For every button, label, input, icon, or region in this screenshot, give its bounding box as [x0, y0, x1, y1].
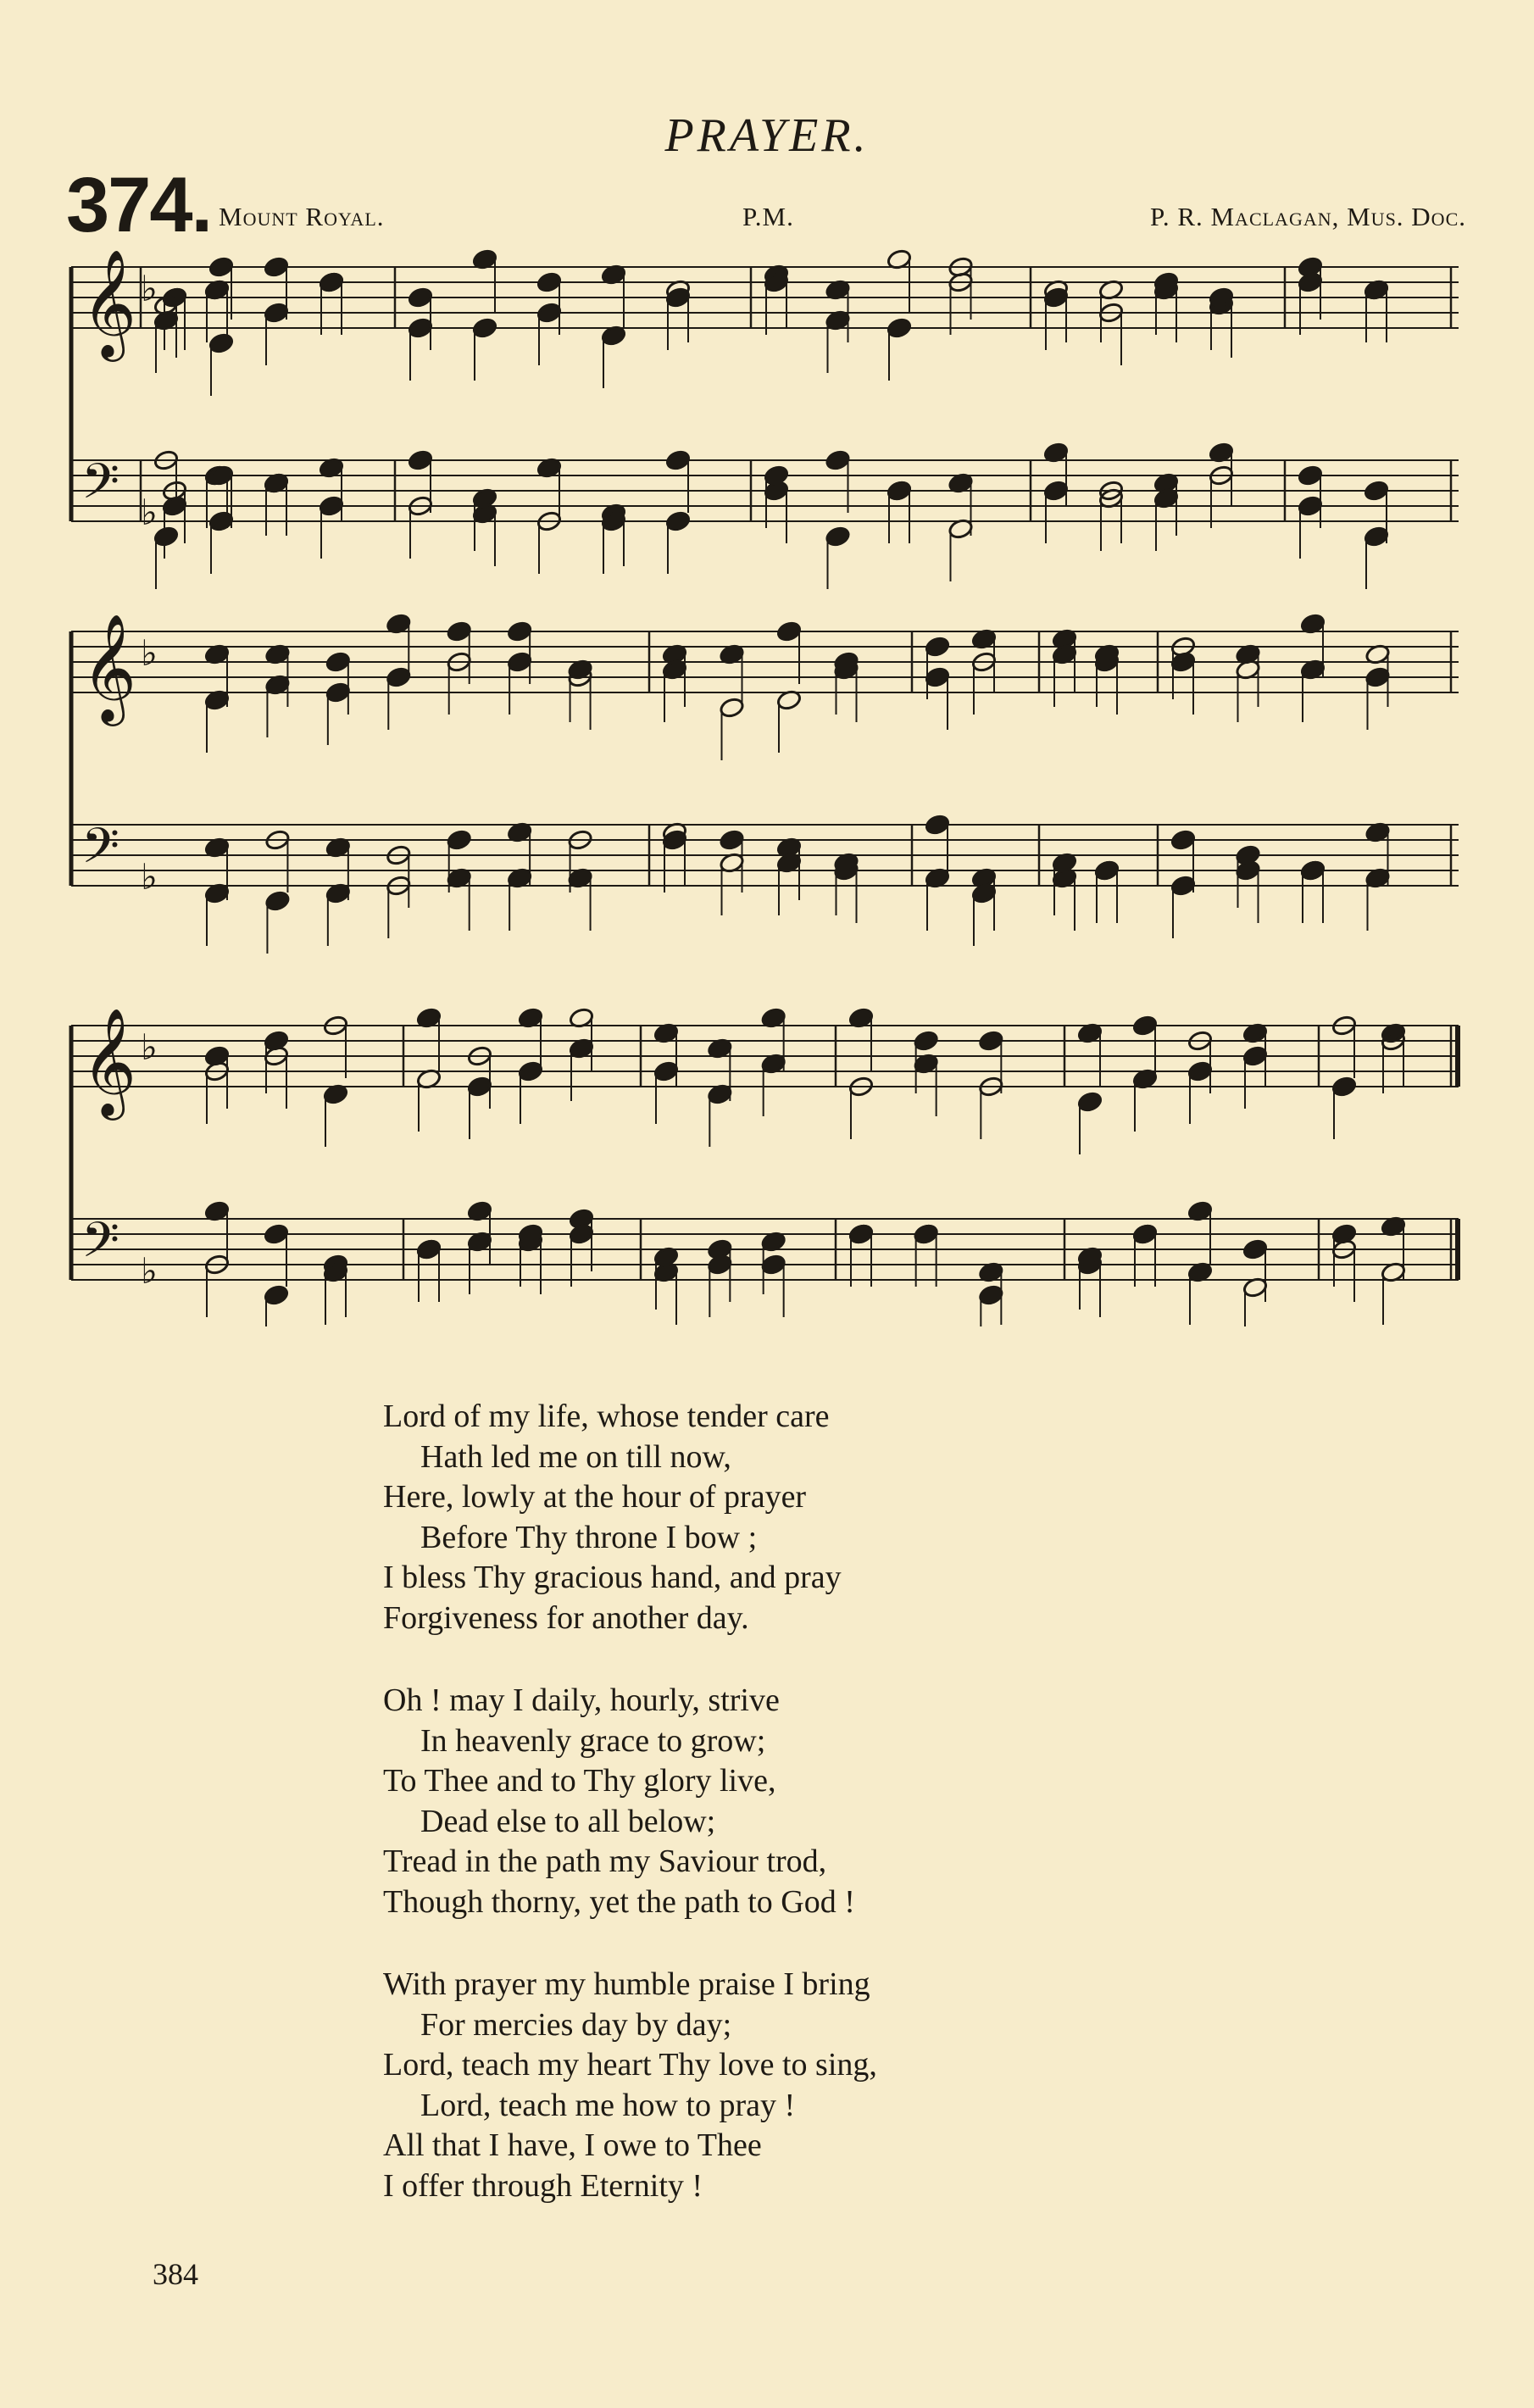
notehead [1331, 1076, 1358, 1098]
notehead [776, 620, 803, 642]
notehead [1242, 1045, 1269, 1067]
lyrics [383, 1397, 877, 2249]
section-title: PRAYER. [664, 109, 870, 162]
notehead [913, 1030, 939, 1052]
notehead [1043, 480, 1070, 502]
notehead [264, 1223, 290, 1245]
hymn-number: 374. [66, 162, 212, 248]
notehead [1364, 480, 1390, 502]
notehead [1132, 1015, 1159, 1037]
notehead [760, 1254, 786, 1276]
notehead [408, 449, 434, 471]
notehead [1242, 1238, 1269, 1260]
notehead [408, 286, 434, 309]
notehead [264, 1284, 290, 1306]
notehead [1364, 666, 1391, 688]
notehead [208, 510, 235, 532]
notehead [536, 302, 563, 324]
notehead [319, 271, 345, 293]
stanza-2 [383, 1681, 877, 1922]
notehead [925, 666, 951, 688]
lyric-line: To Thee and to Thy glory live, [383, 1763, 776, 1799]
notehead [978, 1284, 1004, 1306]
lyric-line: Lord of my life, whose tender care [383, 1399, 830, 1434]
notehead [467, 1076, 493, 1098]
notehead [446, 829, 472, 851]
notehead [1132, 1223, 1159, 1245]
notehead [1077, 1091, 1103, 1113]
notehead [208, 256, 235, 278]
notehead [446, 620, 472, 642]
notehead [1170, 875, 1197, 897]
notehead [408, 317, 434, 339]
bass-clef: 𝄢 [81, 1211, 120, 1281]
lyric-line: I bless Thy gracious hand, and pray [383, 1560, 842, 1595]
treble-clef: 𝄞 [81, 613, 137, 721]
composer: P. R. Maclagan, Mus. Doc. [1150, 202, 1466, 231]
lyric-line: For mercies day by day; [420, 2006, 732, 2043]
flat-icon: ♭ [141, 1250, 158, 1292]
treble-clef: 𝄞 [81, 1007, 137, 1115]
lyric-line: Oh ! may I daily, hourly, strive [383, 1682, 780, 1718]
lyric-line: I offer through Eternity ! [383, 2167, 703, 2204]
notehead [507, 651, 533, 673]
stanza-1 [383, 1397, 877, 1638]
notehead [1170, 829, 1197, 851]
notehead [507, 620, 533, 642]
lyric-line: Tread in the path my Saviour trod, [383, 1844, 827, 1879]
notehead [325, 681, 351, 703]
music-score [64, 233, 1471, 1326]
notehead [665, 449, 692, 471]
notehead [536, 271, 563, 293]
notehead [325, 651, 351, 673]
lyric-line: Though thorny, yet the path to God ! [383, 1883, 855, 1920]
notehead [848, 1223, 875, 1245]
lyric-line: All that I have, I owe to Thee [383, 2127, 762, 2163]
lyric-line: Lord, teach me how to pray ! [420, 2087, 796, 2123]
lyric-line: Lord, teach my heart Thy love to sing, [383, 2047, 877, 2083]
lyric-line: Here, lowly at the hour of prayer [383, 1479, 807, 1515]
lyric-line: Before Thy throne I bow ; [420, 1519, 758, 1555]
notehead [518, 1060, 544, 1082]
page-number: 384 [153, 2257, 198, 2291]
notehead [1298, 495, 1324, 517]
notehead [886, 480, 913, 502]
notehead [1094, 859, 1120, 881]
notehead [719, 829, 745, 851]
flat-icon: ♭ [141, 268, 158, 309]
stanza-3 [383, 1965, 877, 2206]
flat-icon: ♭ [141, 632, 158, 674]
notehead [1364, 526, 1390, 548]
notehead [264, 256, 290, 278]
notehead [264, 890, 291, 912]
notehead [319, 495, 345, 517]
notehead [1187, 1060, 1214, 1082]
tune-name: Mount Royal. [219, 202, 385, 231]
flat-icon: ♭ [141, 492, 158, 533]
notehead [925, 636, 951, 658]
notehead [913, 1223, 939, 1245]
bass-clef: 𝄢 [81, 817, 120, 887]
notehead [719, 697, 745, 719]
notehead [1298, 464, 1324, 487]
notehead [472, 317, 498, 339]
lyric-line: In heavenly grace to grow; [420, 1722, 766, 1759]
bass-clef: 𝄢 [81, 453, 120, 522]
notehead [825, 526, 851, 548]
treble-clef: 𝄞 [81, 248, 137, 357]
lyric-line: Forgiveness for another day. [383, 1599, 749, 1636]
lyric-line: Dead else to all below; [420, 1803, 716, 1839]
notehead [886, 317, 913, 339]
meter: P.M. [742, 202, 794, 231]
notehead [416, 1238, 442, 1260]
lyric-line: Hath led me on till now, [420, 1438, 731, 1475]
flat-icon: ♭ [141, 1026, 158, 1068]
notehead [264, 302, 290, 324]
notehead [208, 332, 235, 354]
notehead [825, 449, 851, 471]
lyric-line: With prayer my humble praise I bring [383, 1966, 870, 2002]
notehead [386, 666, 412, 688]
notehead [653, 1060, 680, 1082]
notehead [978, 1030, 1004, 1052]
notehead [925, 814, 951, 836]
flat-icon: ♭ [141, 856, 158, 898]
notehead [665, 510, 692, 532]
